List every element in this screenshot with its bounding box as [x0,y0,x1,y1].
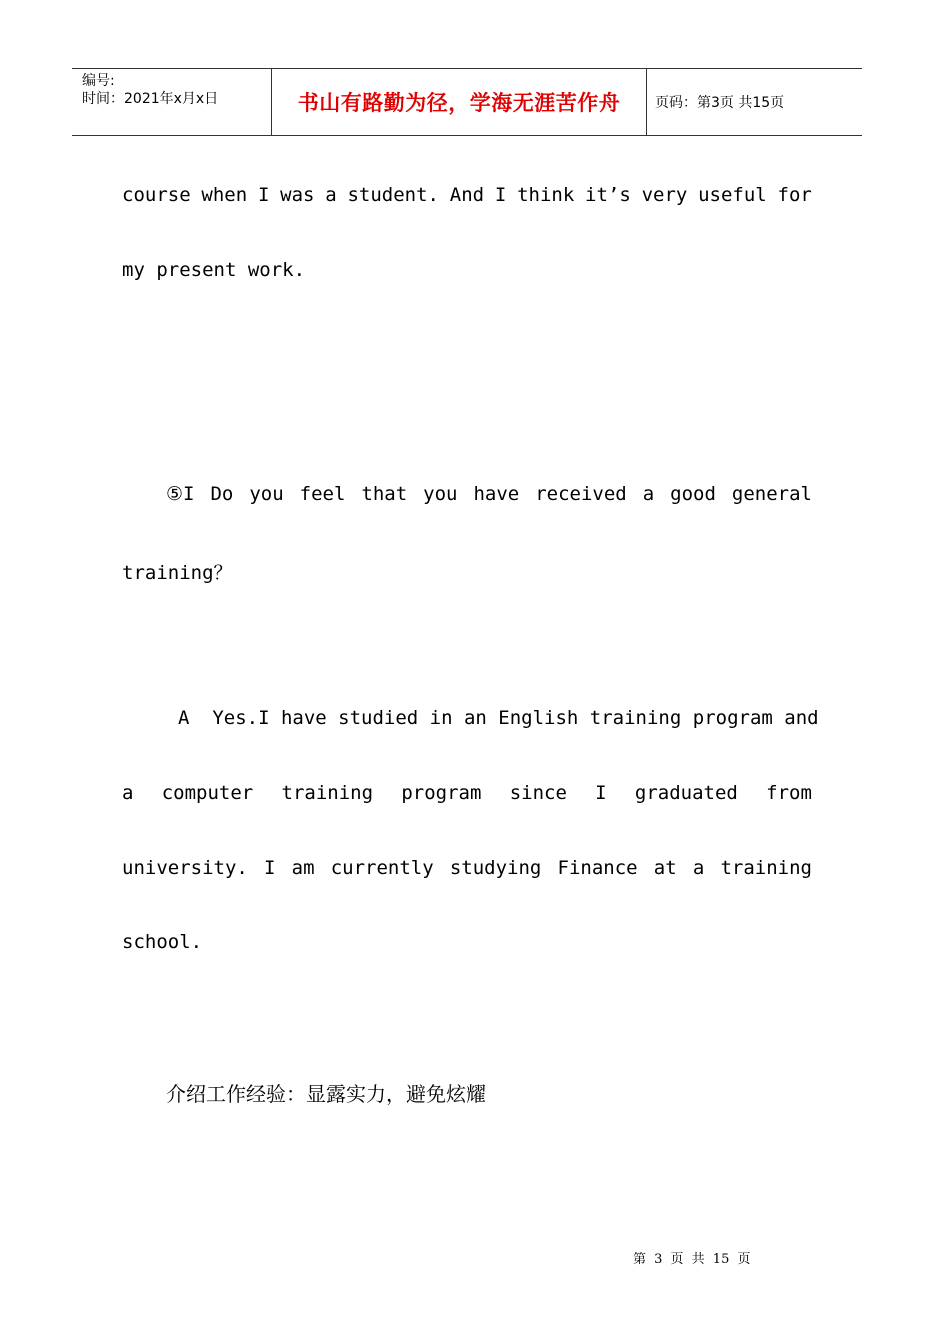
word: you [423,483,458,505]
word: And [449,184,485,206]
word: a [122,782,134,804]
answer-line: A Yes.I have studied in an English training program and [178,707,819,729]
word: was [280,184,315,206]
word: for [777,184,812,206]
word: computer [161,782,254,804]
word: program [401,782,482,804]
answer-line [122,857,812,879]
word: very [641,184,688,206]
word: from [766,782,812,804]
header-page-info: 页码：第3页 共15页 [655,95,785,111]
word: course [122,184,191,206]
question-line [166,483,812,505]
word: I [257,184,270,206]
document-header [72,68,862,136]
paragraph-line: my present work. [122,259,306,281]
word: a [325,184,337,206]
word: since [509,782,567,804]
word: that [361,483,408,505]
word: university. [122,857,248,879]
word: I [494,184,507,206]
answer-line [122,782,812,804]
word: have [473,483,520,505]
word: at [653,857,677,879]
word: it’s [585,184,631,206]
word: I [595,782,607,804]
word: think [517,184,575,206]
word: received [535,483,627,505]
word: I [264,857,276,879]
word: training [281,782,374,804]
paragraph-line [122,184,812,206]
word: ⑤I [166,483,195,505]
word: Do [210,483,234,505]
word: am [291,857,315,879]
word: student. [347,184,439,206]
question-line: training？ [122,562,233,584]
header-motto: 书山有路勤为径，学海无涯苦作舟 [272,69,647,135]
header-meta [72,69,272,135]
word: you [249,483,284,505]
word: a [692,857,705,879]
word: training [720,857,812,879]
word: general [731,483,812,505]
page-footer: 第 3 页 共 15 页 [633,1252,751,1267]
document-date: 时间：2021年x月x日 [82,91,219,107]
word: Finance [557,857,638,879]
word: a [642,483,655,505]
word: currently [330,857,434,879]
section-heading: 介绍工作经验：显露实力，避免炫耀 [166,1082,486,1106]
word: good [670,483,716,505]
word: when [201,184,248,206]
document-number-label: 编号: [82,73,115,89]
word: feel [299,483,346,505]
word: graduated [634,782,738,804]
word: studying [449,857,542,879]
word: useful [698,184,767,206]
answer-line: school. [122,931,203,953]
